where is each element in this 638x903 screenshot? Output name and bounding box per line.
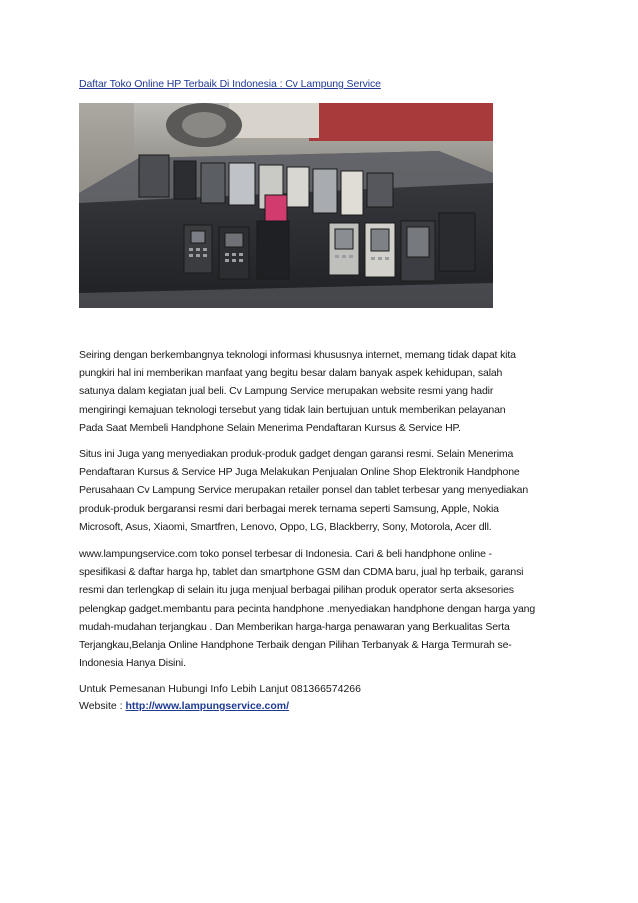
contact-block [79, 681, 361, 715]
text-line: pelengkap gadget.membantu para pecinta handphone .menyediakan handphone dengan harga yang [79, 602, 536, 615]
text-line: Indonesia Hanya Disini. [79, 657, 186, 670]
text-line: Microsoft, Asus, Xiaomi, Smartfren, Lenovo, Oppo, LG, Blackberry, Sony, Motorola, Acer dll. [79, 520, 492, 533]
text-line: Perusahaan Cv Lampung Service merupakan retailer ponsel dan tablet terbesar yang menyediakan [79, 484, 529, 497]
text-line: produk-produk bergaransi resmi dari berbagai merek ternama seperti Samsung, Apple, Nokia [79, 502, 499, 515]
title-link[interactable]: Daftar Toko Online HP Terbaik Di Indonesia : Cv Lampung Service [79, 78, 381, 90]
paragraph-intro [79, 346, 569, 437]
website-line [79, 698, 361, 715]
text-line: Seiring dengan berkembangnya teknologi informasi khususnya internet, memang tidak dapat kita [79, 349, 516, 361]
text-line: www.lampungservice.com toko ponsel terbesar di Indonesia. Cari & beli handphone online - [79, 548, 492, 560]
text-line: satunya dalam kegiatan jual beli. Cv Lampung Service merupakan website resmi yang hadir [79, 385, 494, 398]
phones-display-photo [79, 103, 493, 308]
text-line: Pendaftaran Kursus & Service HP Juga Melakukan Penjualan Online Shop Elektronik Handphone [79, 466, 520, 479]
text-line: resmi dan terlengkap di selain itu juga menjual berbagai pilihan produk operator serta aksesories [79, 584, 514, 597]
paragraph-website [79, 545, 569, 672]
text-line: Terjangkau,Belanja Online Handphone Terbaik dengan Pilihan Terbanyak & Harga Termurah se- [79, 639, 512, 652]
text-line: mudah-mudahan terjangkau . Dan Memberikan harga-harga penawaran yang Berkualitas Serta [79, 620, 510, 633]
website-link[interactable]: http://www.lampungservice.com/ [125, 700, 290, 712]
website-label: Website : [79, 700, 126, 712]
text-line: spesifikasi & daftar harga hp, tablet dan smartphone GSM dan CDMA baru, jual hp terbaik, garansi [79, 566, 524, 579]
contact-phone-line: Untuk Pemesanan Hubungi Info Lebih Lanjut 081366574266 [79, 683, 361, 695]
text-line: pungkiri hal ini memberikan manfaat yang begitu besar dalam banyak aspek kehidupan, salah [79, 367, 503, 380]
text-line: mengiringi kemajuan teknologi tersebut yang tidak lain bertujuan untuk memberikan pelayanan [79, 403, 506, 416]
text-line: Situs ini Juga yang menyediakan produk-produk gadget dengan garansi resmi. Selain Menerima [79, 448, 514, 460]
text-line: Pada Saat Membeli Handphone Selain Menerima Pendaftaran Kursus & Service HP. [79, 421, 461, 434]
paragraph-products [79, 445, 569, 536]
